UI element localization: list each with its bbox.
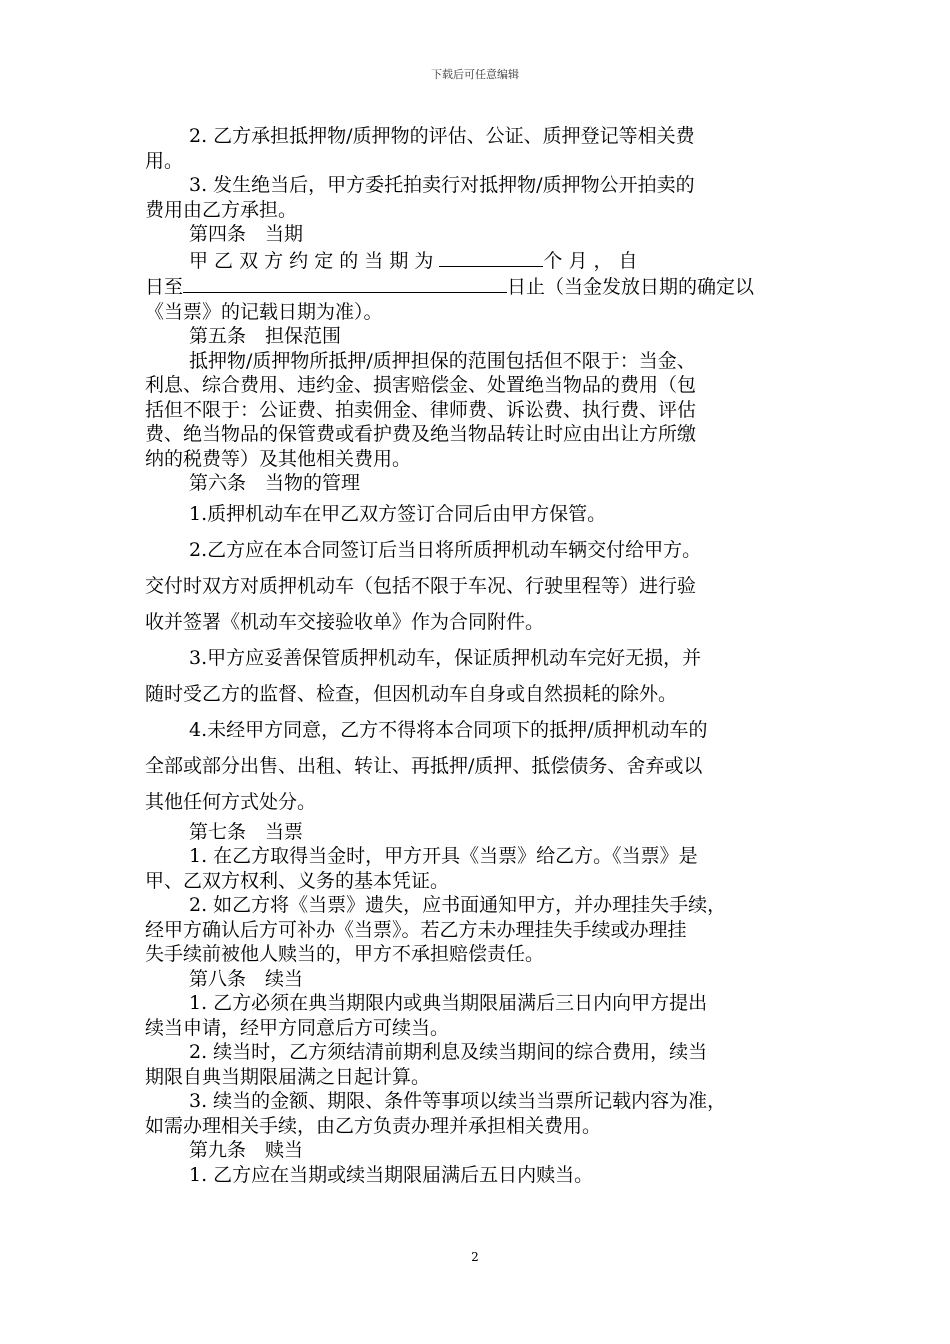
term-text-d: 日止（当金发放日期的确定以 <box>507 276 755 298</box>
clause-4-heading: 第四条 当期 <box>189 223 304 245</box>
clause-7-item-2: 2. 如乙方将《当票》遗失，应书面通知甲方，并办理挂失手续， <box>189 894 727 916</box>
term-text-b: 个 月 ， 自 <box>543 249 638 272</box>
clause-6-item-3-cont: 随时受乙方的监督、检查，但因机动车自身或自然损耗的除外。 <box>145 682 678 705</box>
clause-4-line-2 <box>145 273 807 300</box>
clause-6-item-2-cont-2: 收并签署《机动车交接验收单》作为合同附件。 <box>145 610 545 633</box>
clause-3-item-2: 2. 乙方承担抵押物/质押物的评估、公证、质押登记等相关费 <box>189 125 695 147</box>
term-months-blank <box>439 247 543 267</box>
clause-5-line-4: 费、绝当物品的保管费或看护费及绝当物品转让时应由出让方所缴 <box>145 423 697 445</box>
clause-5-line-2: 利息、综合费用、违约金、损害赔偿金、处置绝当物品的费用（包 <box>145 374 697 396</box>
clause-8-item-2-cont: 期限自典当期限届满之日起计算。 <box>145 1065 431 1088</box>
clause-9-heading: 第九条 赎当 <box>189 1139 304 1161</box>
term-text-a: 甲 乙 双 方 约 定 的 当 期 为 <box>189 249 434 272</box>
clause-6-item-1: 1.质押机动车在甲乙双方签订合同后由甲方保管。 <box>189 502 607 525</box>
clause-3-item-3-cont: 费用由乙方承担。 <box>145 198 298 221</box>
clause-5-line-3: 括但不限于：公证费、拍卖佣金、律师费、诉讼费、执行费、评估 <box>145 398 697 421</box>
clause-8-item-3-cont: 如需办理相关手续，由乙方负责办理并承担相关费用。 <box>145 1114 602 1137</box>
clause-3-item-2-cont: 用。 <box>145 149 184 172</box>
clause-4-line-1 <box>145 247 807 274</box>
clause-5-line-5: 纳的税费等）及其他相关费用。 <box>145 447 412 470</box>
clause-6-heading: 第六条 当物的管理 <box>189 472 361 494</box>
term-end-date-blank <box>183 273 507 293</box>
page-header: 下载后可任意编辑 <box>431 68 519 81</box>
clause-5-line-1: 抵押物/质押物所抵押/质押担保的范围包括但不限于：当金、 <box>189 349 696 372</box>
clause-4-line-3: 《当票》的记载日期为准）。 <box>145 300 383 323</box>
clause-5-heading: 第五条 担保范围 <box>189 325 342 347</box>
clause-8-item-3: 3. 续当的金额、期限、条件等事项以续当当票所记载内容为准， <box>189 1090 727 1112</box>
clause-6-item-2: 2.乙方应在本合同签订后当日将所质押机动车辆交付给甲方。 <box>189 538 702 561</box>
clause-3-item-3: 3. 发生绝当后，甲方委托拍卖行对抵押物/质押物公开拍卖的 <box>189 174 695 196</box>
clause-7-item-2-cont-1: 经甲方确认后方可补办《当票》。若乙方未办理挂失手续或办理挂 <box>145 918 687 941</box>
clause-6-item-4: 4.未经甲方同意，乙方不得将本合同项下的抵押/质押机动车的 <box>189 718 708 741</box>
document-body <box>145 124 807 1187</box>
clause-8-item-1-cont: 续当申请，经甲方同意后方可续当。 <box>145 1016 450 1039</box>
clause-6-item-4-cont-1: 全部或部分出售、出租、转让、再抵押/质押、抵偿债务、舍弃或以 <box>145 754 703 777</box>
clause-7-item-2-cont-2: 失手续前被他人赎当的，甲方不承担赔偿责任。 <box>145 943 545 965</box>
term-text-c: 日至 <box>145 276 184 298</box>
clause-6-item-3: 3.甲方应妥善保管质押机动车，保证质押机动车完好无损，并 <box>189 646 702 669</box>
page-number: 2 <box>471 1250 479 1264</box>
clause-9-item-1: 1. 乙方应在当期或续当期限届满后五日内赎当。 <box>189 1163 594 1186</box>
clause-6-item-2-cont-1: 交付时双方对质押机动车（包括不限于车况、行驶里程等）进行验 <box>145 574 697 597</box>
clause-7-item-1: 1. 在乙方取得当金时，甲方开具《当票》给乙方。《当票》是 <box>189 845 698 867</box>
clause-8-heading: 第八条 续当 <box>189 967 304 990</box>
clause-8-item-1: 1. 乙方必须在典当期限内或典当期限届满后三日内向甲方提出 <box>189 992 708 1014</box>
clause-7-item-1-cont: 甲、乙双方权利、义务的基本凭证。 <box>145 869 450 892</box>
clause-6-item-4-cont-2: 其他任何方式处分。 <box>145 790 317 813</box>
clause-8-item-2: 2. 续当时，乙方须结清前期利息及续当期间的综合费用，续当 <box>189 1041 708 1063</box>
clause-7-heading: 第七条 当票 <box>189 820 304 843</box>
